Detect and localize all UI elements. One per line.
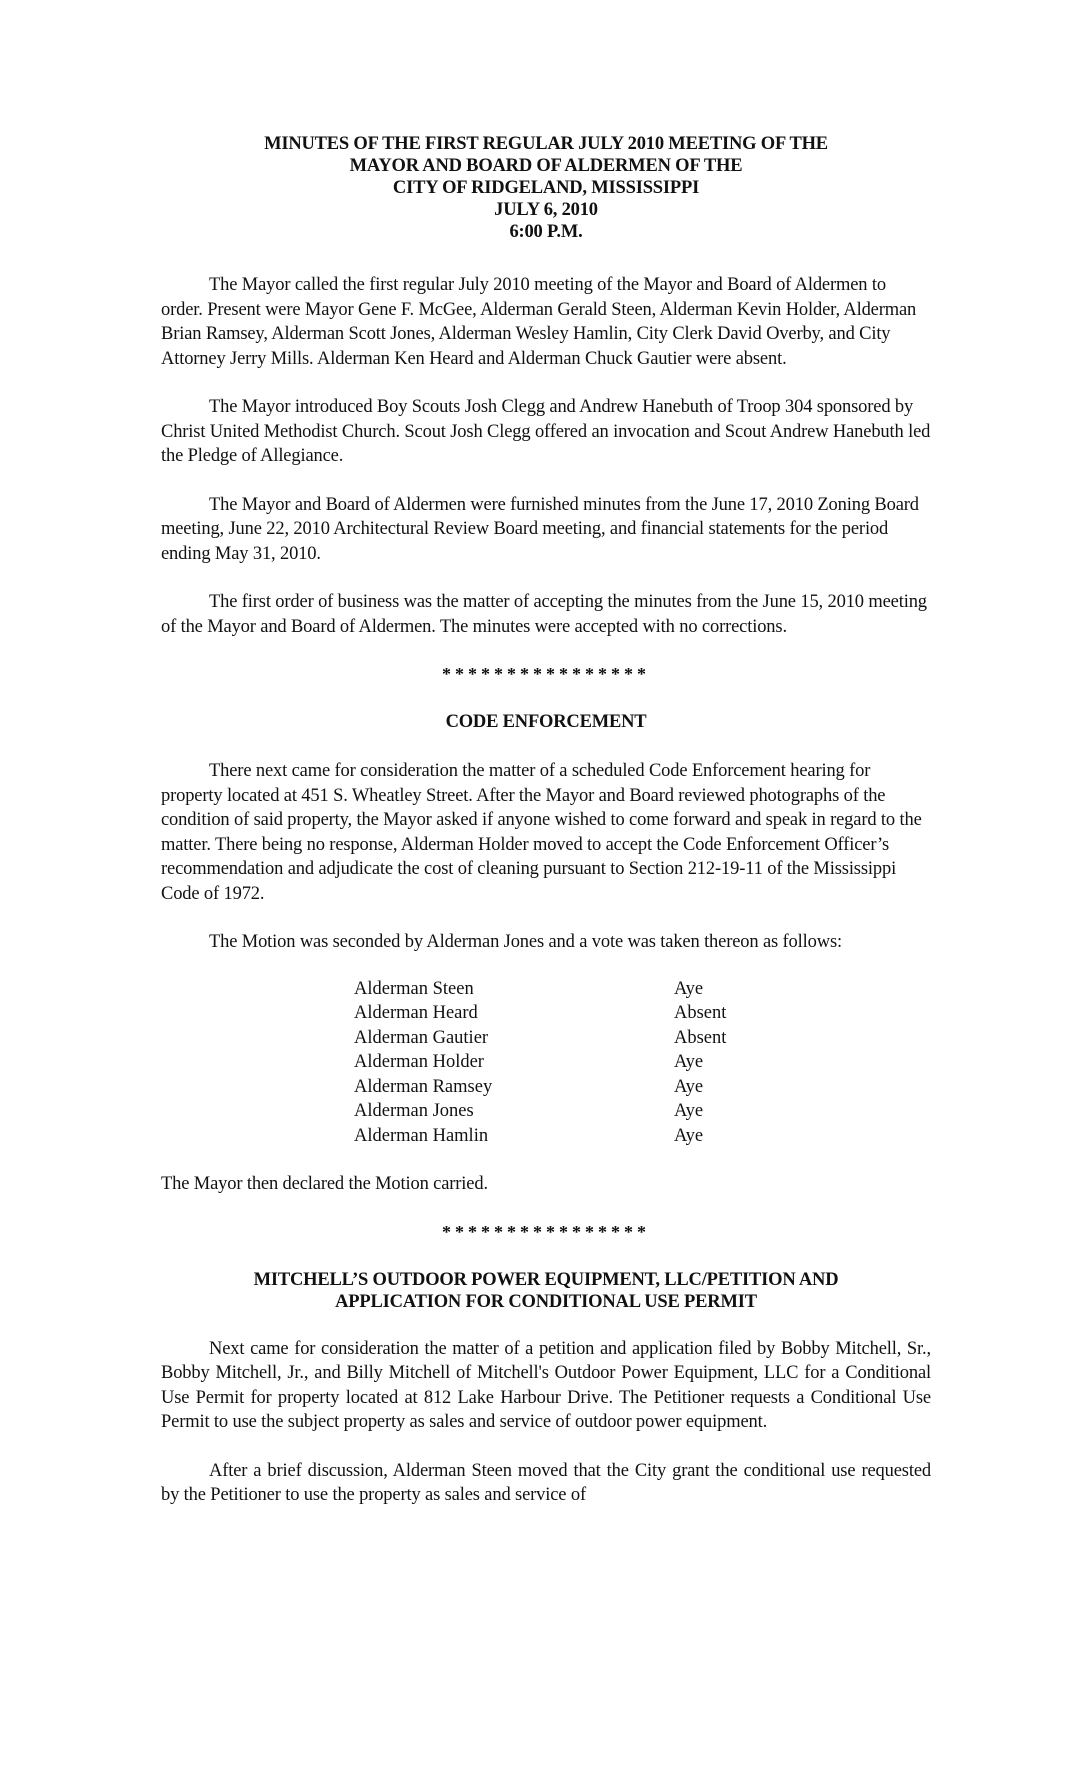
code-enforcement-heading: CODE ENFORCEMENT (445, 712, 647, 732)
title-line: MAYOR AND BOARD OF ALDERMEN OF THE (349, 156, 743, 176)
vote-value: Aye (674, 1101, 704, 1121)
title-date: JULY 6, 2010 (494, 200, 598, 220)
vote-row (354, 1050, 931, 1075)
vote-alderman: Alderman Ramsey (354, 1076, 493, 1097)
title-line: MINUTES OF THE FIRST REGULAR JULY 2010 MEETING OF THE (264, 134, 828, 154)
vote-value: Aye (674, 978, 704, 999)
vote-value: Aye (674, 1076, 704, 1097)
mitchell-heading-line: APPLICATION FOR CONDITIONAL USE PERMIT (335, 1291, 757, 1312)
intro-attendance-paragraph: The Mayor called the first regular July 2010 meeting of the Mayor and Board of Aldermen to order. Present were Mayor Gene F. McGee, Alderman Gerald Steen, Alderman Kevin Holder, Alderman Brian Ramsey, Alderman Scott Jones, Alderman Wesley Hamlin, City Clerk David Overby, and City Attorney Jerry Mills. Alderman Ken Heard and Alderman Chuck Gautier were absent. (161, 275, 917, 369)
mitchell-motion-paragraph: After a brief discussion, Alderman Steen moved that the City grant the conditional use requested by the Petitioner to use the property as sales and service of (161, 1460, 931, 1505)
vote-row (354, 1001, 931, 1026)
title-time: 6:00 P.M. (509, 222, 583, 242)
motion-carried-text: The Mayor then declared the Motion carried. (161, 1174, 488, 1194)
vote-table (354, 977, 931, 1149)
section-separator: **************** (442, 664, 650, 684)
document-body (161, 133, 931, 1508)
vote-row (354, 1099, 931, 1124)
vote-row (354, 977, 931, 1002)
vote-alderman: Alderman Jones (354, 1101, 474, 1121)
intro-minutes-paragraph: The Mayor and Board of Aldermen were furnished minutes from the June 17, 2010 Zoning Board meeting, June 22, 2010 Architectural Review Board meeting, and financial statements for the period ending May 31, 2010. (161, 494, 919, 564)
mitchell-petition-paragraph: Next came for consideration the matter of a petition and application filed by Bobby Mitchell, Sr., Bobby Mitchell, Jr., and Billy Mitchell of Mitchell's Outdoor Power Equipment, LLC for a Conditional Use Permit for property located at 812 Lake Harbour Drive. The Petitioner requests a Conditional Use Permit to use the subject property as sales and service of outdoor power equipment. (161, 1338, 931, 1432)
vote-row (354, 1124, 931, 1149)
vote-value: Aye (674, 1052, 704, 1072)
vote-row (354, 1075, 931, 1100)
vote-alderman: Alderman Holder (354, 1052, 484, 1072)
section-separator: **************** (442, 1221, 650, 1242)
vote-alderman: Alderman Steen (354, 978, 474, 999)
vote-row (354, 1026, 931, 1051)
vote-alderman: Alderman Gautier (354, 1027, 489, 1048)
document-title (161, 133, 931, 243)
vote-alderman: Alderman Heard (354, 1003, 478, 1023)
mitchell-heading-line: MITCHELL’S OUTDOOR POWER EQUIPMENT, LLC/PETITION AND (253, 1269, 839, 1290)
intro-scouts-paragraph: The Mayor introduced Boy Scouts Josh Clegg and Andrew Hanebuth of Troop 304 sponsored by Christ United Methodist Church. Scout Josh Clegg offered an invocation and Scout Andrew Hanebuth led the Pledge of Allegiance. (161, 397, 931, 466)
vote-value: Absent (674, 1027, 727, 1048)
motion-seconded-paragraph: The Motion was seconded by Alderman Jones and a vote was taken thereon as follows: (209, 932, 842, 952)
vote-value: Absent (674, 1003, 727, 1023)
code-enforcement-paragraph: There next came for consideration the matter of a scheduled Code Enforcement hearing for property located at 451 S. Wheatley Street. After the Mayor and Board reviewed photographs of the condition of said property, the Mayor asked if anyone wished to come forward and speak in regard to the matter. There being no response, Alderman Holder moved to accept the Code Enforcement Officer’s recommendation and adjudicate the cost of cleaning pursuant to Section 212-19-11 of the Mississippi Code of 1972. (161, 761, 922, 904)
vote-alderman: Alderman Hamlin (354, 1125, 489, 1146)
intro-first-order-paragraph: The first order of business was the matter of accepting the minutes from the June 15, 2010 meeting of the Mayor and Board of Aldermen. The minutes were accepted with no corrections. (161, 592, 927, 637)
vote-value: Aye (674, 1125, 704, 1146)
title-line: CITY OF RIDGELAND, MISSISSIPPI (392, 178, 700, 198)
